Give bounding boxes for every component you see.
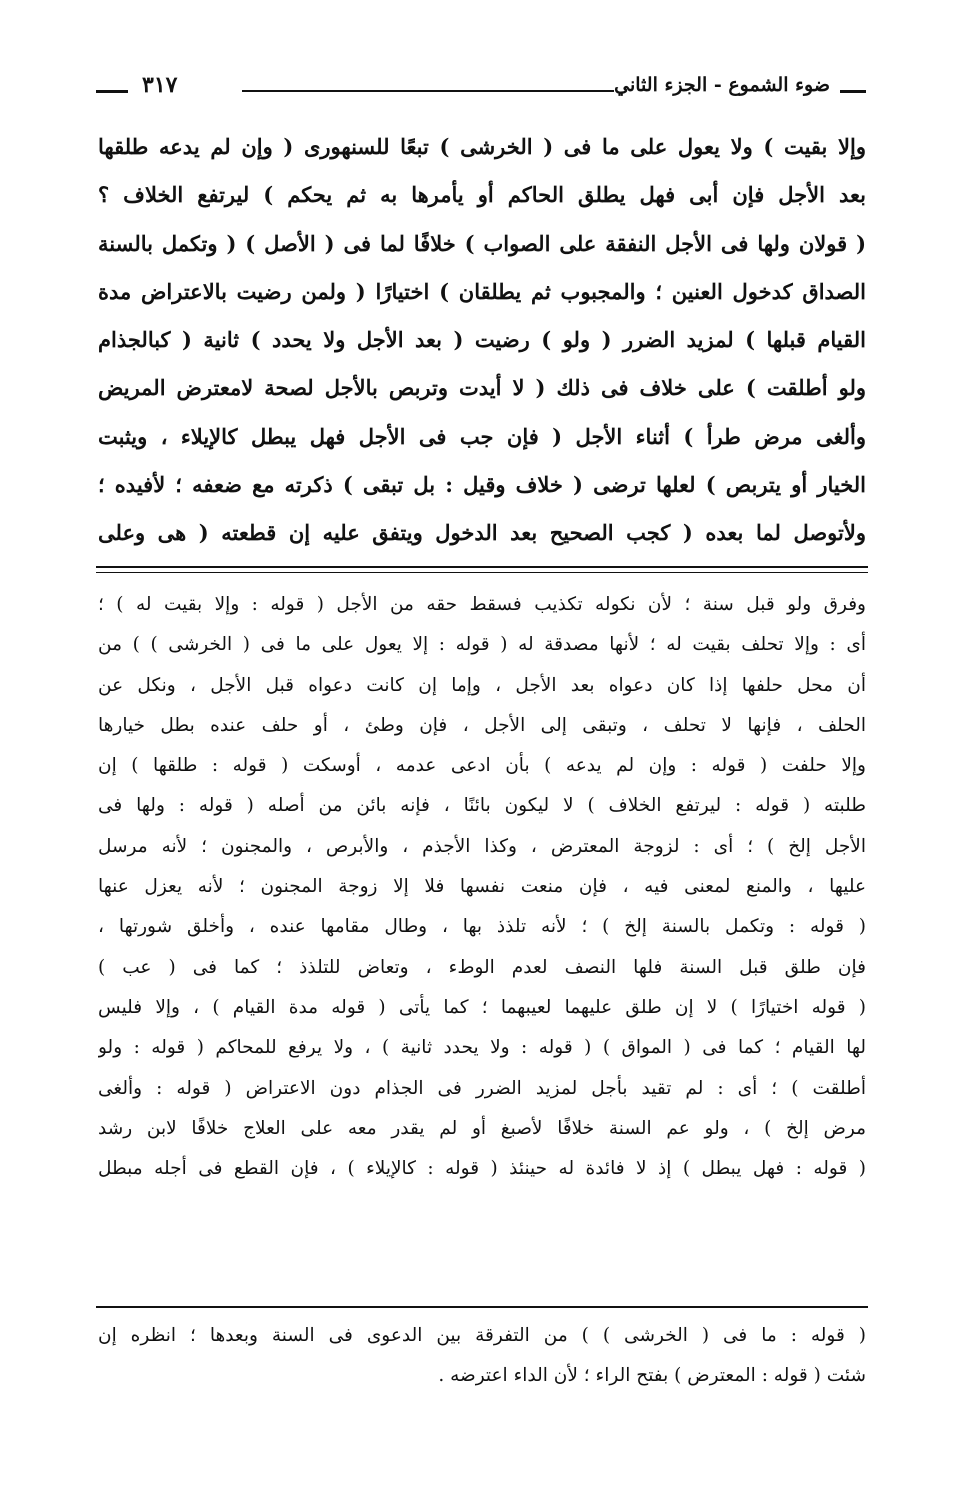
- book-title: ضوء الشموع - الجزء الثاني: [614, 74, 830, 96]
- commentary-line: فإن طلق قبل السنة فلها النصف لعدم الوطء ، وتعاض للتلذذ ؛ كما فى ( عب ): [98, 956, 866, 978]
- main-line: ( قولان ولها فى الأجل النفقة على الصواب ) خلافًا لما فى ( الأصل ) ( وتكمل بالسنة: [98, 230, 866, 256]
- commentary-line: الأجل إلخ ) ؛ أى : لزوجة المعترض ، وكذا الأجذم ، والأبرص ، والمجنون ؛ لأنه مرسل: [98, 835, 866, 857]
- header-dash-left: [96, 90, 128, 93]
- main-line: الخيار أو يتربص ) لعلها ترضى ( خلاف وقيل : بل تبقى ) ذكرته مع ضعفه ؛ لأفيده ؛: [98, 472, 866, 498]
- main-line: وإلا بقيت ) ولا يعول على ما فى ( الخرشى ) تبعًا للسنهورى ( وإن لم يدعه طلقها: [98, 134, 866, 159]
- main-line: الصداق كدخول العنين ؛ والمجبوب ثم يطلقان ) اختيارًا ( ولمن رضيت بالاعتراض مدة: [98, 278, 866, 304]
- footnote-line: ( قوله : ما فى ( الخرشى ) ) من التفرقة بين الدعوى فى السنة وبعدها ؛ انظره إن: [98, 1325, 866, 1346]
- section-divider-thin: [96, 572, 868, 573]
- header-dash-right: [840, 90, 866, 93]
- commentary-line: أطلقت ) ؛ أى : لم تقيد بأجل لمزيد الضرر فى الجذام دون الاعتراض ( قوله : وألغى: [98, 1077, 866, 1099]
- commentary-line: أن محل حلفها إذا كان دعواه بعد الأجل ، وإما إن كانت دعواه قبل الأجل ، ونكل عن: [98, 674, 866, 696]
- commentary-line: أى : وإلا تحلف بقيت له ؛ لأنها مصدقة له ( قوله : إلا يعول على ما فى ( الخرشى ) ) من: [98, 634, 866, 656]
- commentary-text: [98, 585, 866, 1189]
- main-line: ولو أطلقت ) على خلاف فى ذلك ( لا أيدت وتربص بالأجل لصحة لامعترض المريض: [98, 375, 866, 401]
- main-text: [98, 123, 866, 558]
- footnote-line: شئت ( قوله : المعترض ) بفتح الراء ؛ لأن الداء اعترضه .: [438, 1365, 866, 1386]
- commentary-line: وإلا حلفت ( قوله : وإن لم يدعه ) بأن ادعى عدمه ، أوسكت ( قوله : طلقها ) إن: [98, 755, 866, 777]
- commentary-line: طلبته ( قوله : ليرتفع الخلاف ) لا ليكون بائنًا ، فإنه بائن من أصله ( قوله : ولها فى: [98, 795, 866, 817]
- commentary-line: وفرق ولو قبل سنة ؛ لأن نكوله تكذيب فسقط حقه من الأجل ( قوله : وإلا بقيت له ) ؛: [98, 594, 866, 615]
- running-header: [96, 72, 866, 112]
- footnote-divider: [96, 1306, 868, 1308]
- commentary-line: لها القيام ؛ كما فى ( المواق ) ( قوله : ولا يحدد ثانية ) ، ولا يرفع للمحاكم ( قوله : ولو: [98, 1037, 866, 1059]
- commentary-line: عليها ، والمنع لمعنى فيه ، فإن منعت نفسها فلا إلا زوجة المجنون ؛ لأنه يعزل عنها: [98, 876, 866, 898]
- header-rule: [242, 90, 614, 92]
- page-number: ٣١٧: [142, 72, 178, 98]
- main-line: ولأتوصل لما بعده ( كجب الصحيح بعد الدخول ويتفق عليه إن قطعته ( هى وعلى: [98, 520, 866, 546]
- commentary-line: ( قوله : فهل يبطل ) إذ لا فائدة له حينئذ ( قوله : كالإيلاء ) ، فإن القطع فى أجله مبطل: [98, 1158, 866, 1180]
- footnotes: [98, 1316, 866, 1396]
- main-line: بعد الأجل فإن أبى فهل يطلق الحاكم أو يأمرها به ثم يحكم ) ليرتفع الخلاف ؟: [98, 182, 866, 208]
- section-divider-thick: [96, 566, 868, 568]
- commentary-line: ( قوله اختيارًا ) لا إن طلق عليهما لعيبهما ؛ كما يأتى ( قوله مدة القيام ) ، وإلا فليس: [98, 996, 866, 1018]
- commentary-line: الحلف ، فإنها لا تحلف ، وتبقى إلى الأجل ، فإن وطئ ، أو حلف عنده بطل خيارها: [98, 714, 866, 736]
- commentary-line: ( قوله : وتكمل بالسنة إلخ ) ؛ لأنه تلذذ بها ، وطال مقامها عنده ، وأخلق شورتها ،: [98, 916, 866, 938]
- commentary-line: مرض إلخ ) ، ولو عم السنة خلافًا لأصبغ أو لم يقدر معه على العلاج خلافًا لابن رشد: [98, 1117, 866, 1139]
- main-line: وألغى مرض طرأ ) أثناء الأجل ( فإن جب فى الأجل فهل يبطل كالإيلاء ، ويثبت: [98, 423, 866, 449]
- main-line: القيام قبلها ) لمزيد الضرر ( ولو ) رضيت ( بعد الأجل ولا يحدد ) ثانية ( كبالجذام: [98, 327, 866, 353]
